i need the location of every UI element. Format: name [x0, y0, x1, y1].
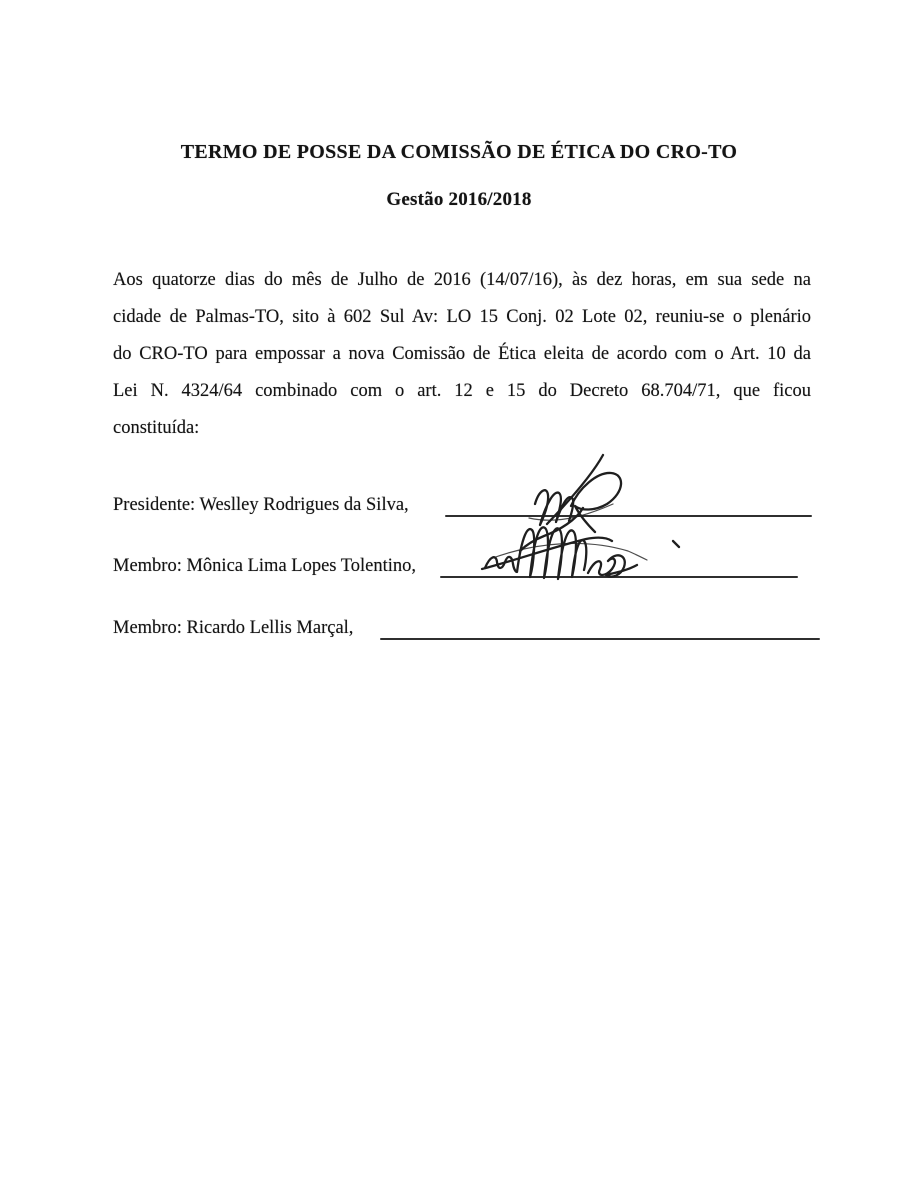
signature-line-membro-ricardo — [380, 638, 820, 640]
body-paragraph — [113, 262, 811, 447]
paragraph-line: Lei N. 4324/64 combinado com o art. 12 e 15 do Decreto 68.704/71, que ficou — [113, 381, 811, 401]
document-title: TERMO DE POSSE DA COMISSÃO DE ÉTICA DO CRO-TO — [180, 141, 738, 163]
paragraph-line: Aos quatorze dias do mês de Julho de 2016 (14/07/16), às dez horas, em sua sede na — [113, 270, 811, 290]
paragraph-line: cidade de Palmas-TO, sito à 602 Sul Av: LO 15 Conj. 02 Lote 02, reuniu-se o plenário — [113, 307, 811, 327]
signature-label-membro-ricardo: Membro: Ricardo Lellis Marçal, — [113, 618, 354, 638]
handwritten-signature-monica — [468, 500, 683, 600]
paragraph-line: constituída: — [113, 418, 200, 438]
paragraph-line: do CRO-TO para empossar a nova Comissão de Ética eleita de acordo com o Art. 10 da — [113, 344, 811, 364]
ink-tick-mark — [673, 541, 679, 547]
signature-label-membro-monica: Membro: Mônica Lima Lopes Tolentino, — [113, 556, 417, 576]
signature-label-presidente: Presidente: Weslley Rodrigues da Silva, — [113, 495, 409, 515]
document-subtitle: Gestão 2016/2018 — [386, 189, 532, 210]
